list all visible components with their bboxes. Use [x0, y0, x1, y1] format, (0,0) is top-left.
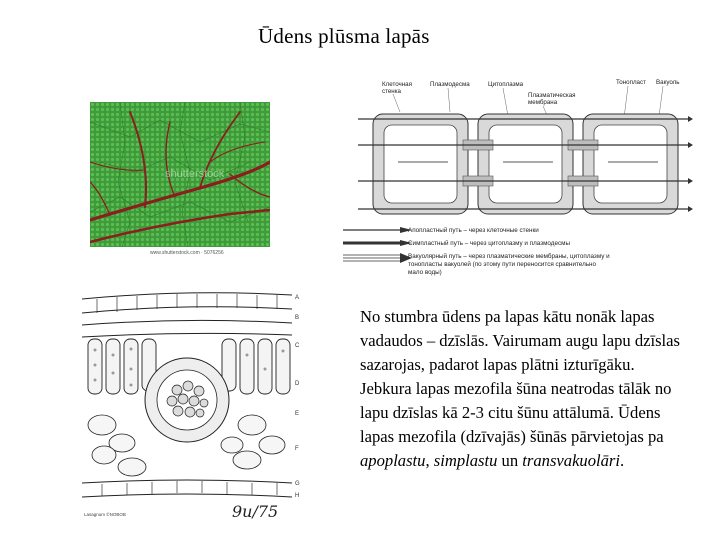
label-plasma-membrane: Плазматическая — [528, 92, 576, 99]
legend-apoplast: Апопластный путь – через клеточные стенки — [408, 227, 539, 234]
paragraph-text: No stumbra ūdens pa lapas kātu nonāk lapas vadaudos – dzīslās. Vairumam augu lapu dzīslas sazarojas, padarot lapas plātni izturīgāku. Jebkura lapas mezofila šūna neatrodas tālāk no lapu dzīslas kā 2-3 citu šūnu attālumā. Ūdens lapas mezofila (dzīvajās) šūnās pārvietojas pa — [360, 307, 680, 446]
label-cytoplasm: Цитоплазма — [488, 81, 524, 88]
paragraph-end: . — [620, 451, 625, 470]
term-transvacuolar: transvakuolāri — [522, 451, 620, 470]
legend-vacuolar-3: мало воды) — [408, 269, 442, 276]
label-vacuole: Вакуоль — [656, 79, 680, 86]
separator-1: , — [425, 451, 434, 470]
page-title: Ūdens plūsma lapās — [258, 24, 430, 48]
section-letter-a: A — [295, 295, 300, 301]
section-letter-g: G — [295, 481, 300, 487]
body-paragraph — [360, 305, 690, 473]
drawing-credit: Lasagnum ©NOBOB — [84, 512, 126, 517]
section-letter-e: E — [295, 411, 300, 417]
photo-caption: www.shutterstock.com · 5076256 — [150, 250, 224, 256]
term-symplast: simplastu — [433, 451, 498, 470]
section-letter-d: D — [295, 381, 300, 387]
section-letter-f: F — [295, 446, 299, 452]
artist-signature: 9u/75 — [232, 502, 279, 521]
leaf-cross-section-drawing — [82, 285, 307, 525]
label-plasmodesma: Плазмодесма — [430, 81, 470, 88]
section-letter-b: B — [295, 315, 300, 321]
section-letter-h: H — [295, 493, 300, 499]
leaf-vein-photo — [90, 102, 270, 257]
term-apoplast: apoplastu — [360, 451, 426, 470]
legend-vacuolar-1: Вакуолярный путь – через плазматические мембраны, цитоплазму и — [408, 253, 610, 260]
legend-vacuolar-2: тонопласты вакуолей (по этому пути переносится сравнительно — [408, 261, 597, 268]
separator-2: un — [497, 451, 523, 470]
label-plasma-membrane-2: мембрана — [528, 99, 558, 106]
watermark-text: shutterstock — [165, 168, 225, 180]
label-tonoplast: Тонопласт — [616, 79, 646, 86]
label-cell-wall-2: стенка — [382, 88, 402, 95]
water-pathways-diagram — [338, 72, 693, 282]
section-letter-c: C — [295, 343, 300, 349]
legend-symplast: Симпластный путь – через цитоплазму и плазмодесмы — [408, 240, 570, 247]
label-cell-wall: Клеточная — [382, 81, 412, 88]
